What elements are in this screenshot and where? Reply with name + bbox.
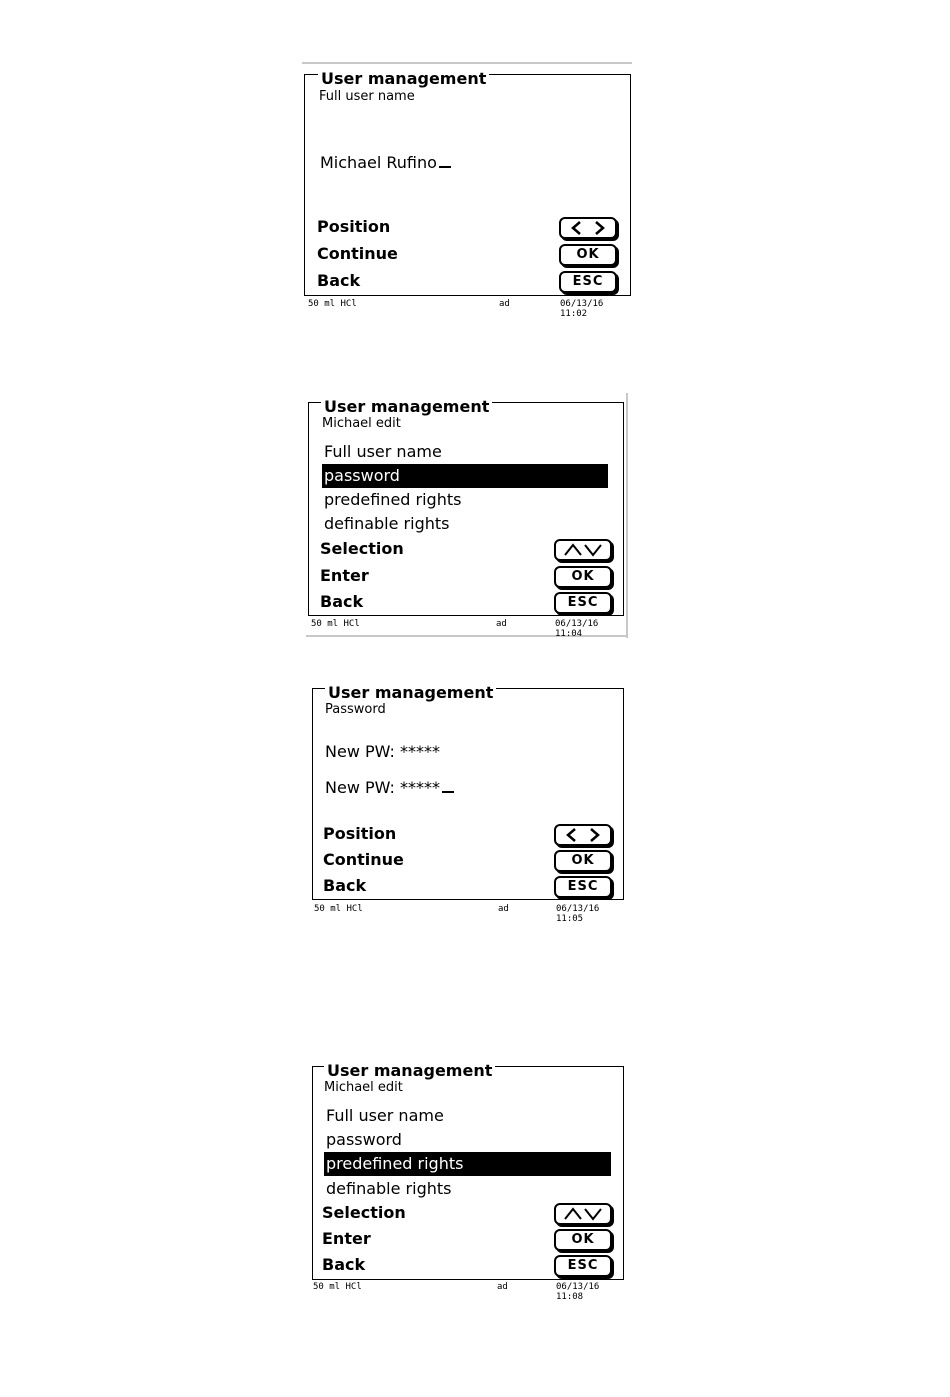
screen-user-edit-rights — [310, 1058, 630, 1302]
menu-item-full-user-name[interactable]: Full user name — [324, 442, 442, 461]
status-datetime: 06/13/16 11:02 — [560, 299, 604, 319]
status-datetime: 06/13/16 11:05 — [556, 904, 600, 924]
screen-subtitle: Password — [325, 702, 386, 717]
continue-label: Continue — [323, 850, 404, 869]
menu-item-predefined-rights[interactable]: predefined rights — [324, 490, 462, 509]
ok-button[interactable]: OK — [554, 850, 612, 872]
screen-subtitle: Michael edit — [322, 416, 401, 431]
enter-label: Enter — [320, 566, 369, 585]
esc-button[interactable]: ESC — [554, 1255, 612, 1277]
screen-title: User management — [318, 70, 489, 88]
position-key-button[interactable] — [554, 824, 612, 846]
screen-subtitle: Michael edit — [324, 1080, 403, 1095]
status-left: 50 ml HCl — [313, 1282, 362, 1292]
screen-title: User management — [321, 398, 492, 416]
status-left: 50 ml HCl — [308, 299, 357, 309]
selection-key-button[interactable] — [554, 539, 612, 561]
menu-item-predefined-rights[interactable]: predefined rights — [324, 1152, 611, 1176]
status-center: ad — [496, 619, 507, 629]
status-datetime: 06/13/16 11:04 — [555, 619, 599, 639]
side-divider — [626, 393, 628, 638]
back-label: Back — [320, 592, 364, 611]
text-cursor — [442, 777, 454, 793]
screen-title: User management — [324, 1062, 495, 1080]
new-password-value-2: New PW: ***** — [325, 778, 440, 797]
screen-title: User management — [325, 684, 496, 702]
esc-button[interactable]: ESC — [559, 271, 617, 293]
menu-item-password[interactable]: password — [326, 1130, 402, 1149]
ok-button[interactable]: OK — [559, 244, 617, 266]
position-label: Position — [323, 824, 397, 843]
menu-item-full-user-name[interactable]: Full user name — [326, 1106, 444, 1125]
ok-button[interactable]: OK — [554, 1229, 612, 1251]
position-key-button[interactable] — [559, 217, 617, 239]
screen-user-edit-password — [306, 393, 630, 638]
full-user-name-value: Michael Rufino — [320, 153, 437, 172]
selection-label: Selection — [322, 1203, 406, 1222]
text-cursor — [439, 152, 451, 168]
full-user-name-input[interactable] — [320, 152, 451, 173]
new-password-field-2[interactable] — [325, 777, 454, 798]
left-right-arrows-icon — [570, 221, 606, 235]
position-label: Position — [317, 217, 391, 236]
status-center: ad — [497, 1282, 508, 1292]
status-datetime: 06/13/16 11:08 — [556, 1282, 600, 1302]
back-label: Back — [322, 1255, 366, 1274]
esc-button[interactable]: ESC — [554, 592, 612, 614]
left-right-arrows-icon — [565, 828, 601, 842]
selection-key-button[interactable] — [554, 1203, 612, 1225]
status-center: ad — [498, 904, 509, 914]
screen-full-user-name — [302, 62, 632, 319]
up-down-arrows-icon — [562, 1207, 604, 1221]
continue-label: Continue — [317, 244, 398, 263]
menu-item-password[interactable]: password — [322, 464, 608, 488]
ok-button[interactable]: OK — [554, 566, 612, 588]
menu-item-definable-rights[interactable]: definable rights — [324, 514, 450, 533]
enter-label: Enter — [322, 1229, 371, 1248]
back-label: Back — [323, 876, 367, 895]
selection-label: Selection — [320, 539, 404, 558]
screen-subtitle: Full user name — [319, 89, 415, 104]
new-password-field-1[interactable]: New PW: ***** — [325, 742, 440, 761]
back-label: Back — [317, 271, 361, 290]
menu-item-definable-rights[interactable]: definable rights — [326, 1179, 452, 1198]
status-left: 50 ml HCl — [311, 619, 360, 629]
status-center: ad — [499, 299, 510, 309]
up-down-arrows-icon — [562, 543, 604, 557]
screen-password — [310, 680, 630, 924]
top-divider — [302, 62, 632, 64]
status-left: 50 ml HCl — [314, 904, 363, 914]
esc-button[interactable]: ESC — [554, 876, 612, 898]
